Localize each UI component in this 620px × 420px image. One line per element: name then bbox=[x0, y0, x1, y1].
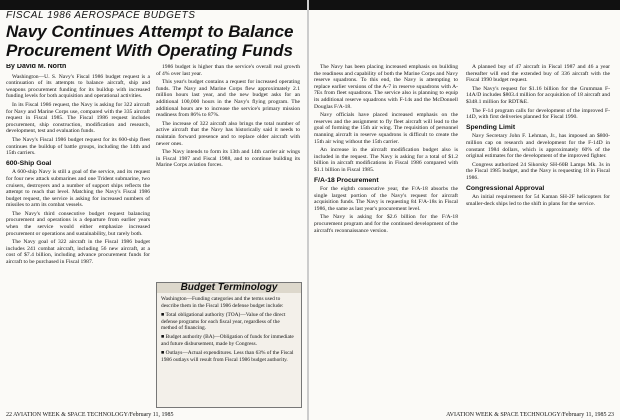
paragraph: 1986 budget is higher than the service's overall real growth of 4% over last year. bbox=[156, 64, 300, 77]
sidebar-paragraph: ■ Budget authority (BA)—Obligation of funds for immediate and future disbursement, made by Congress. bbox=[161, 334, 294, 347]
column-3 bbox=[314, 64, 458, 409]
paragraph: Navy Secretary John F. Lehman, Jr., has imposed an $800-million cap on research and development for the F-14D in constant 1984 dollars, which is approximately 60% of the original estimates for the development of the improved fighter. bbox=[466, 133, 610, 160]
subhead: 600-Ship Goal bbox=[6, 159, 52, 167]
paragraph: The F-14 program calls for development of the improved F-14D, with first deliveries planned for Fiscal 1990. bbox=[466, 107, 610, 121]
paragraph: An initial requirement for 54 Kaman SH-2F helicopters for smaller-deck ships led to the shift in plans for the service. bbox=[466, 194, 610, 207]
sidebar-title: Budget Terminology bbox=[157, 283, 301, 293]
paragraph: The Navy is asking for $2.6 billion for the F/A-18 procurement program and for the continued development of the aircraft's reconnaissance version. bbox=[314, 214, 458, 234]
paragraph: A planned buy of 47 aircraft in Fiscal 1987 and 46 a year thereafter will end the extended buy of 336 aircraft with the Fiscal 1990 budget request. bbox=[466, 64, 610, 84]
footer-left: 22 AVIATION WEEK & SPACE TECHNOLOGY/February 11, 1985 bbox=[6, 412, 174, 418]
byline: By David M. North bbox=[6, 64, 67, 70]
paragraph: In its Fiscal 1986 request, the Navy is asking for 322 aircraft for Navy and Marine Corps use, compared with the 335 aircraft request in Fiscal 1985. The Fiscal 1986 request includes procurement, ship construction, modification and research, development, test and evaluation funds. bbox=[6, 101, 150, 135]
paragraph: Congress authorized 24 Sikorsky SH-60B Lamps Mk. 3s in the Fiscal 1985 budget, and the Navy is requesting 18 in Fiscal 1986. bbox=[466, 161, 610, 181]
paragraph: For the eighth consecutive year, the F/A-18 absorbs the single largest portion of the Navy's request for aircraft acquisition funds. The Navy is requesting 84 F/A-18s in Fiscal 1986, the same as last year's procurement level. bbox=[314, 186, 458, 212]
paragraph: The Navy has been placing increased emphasis on building the readiness and capability of both the Marine Corps and Navy reserve squadrons. To this end, the Navy is attempting to replace earlier versions of the A-7 in reserve squadrons with A-7Es from fleet squadrons. The service also is planning to equip its additional reserve squadrons with F-14s and the McDonnell Douglas F/A-18. bbox=[314, 64, 458, 110]
paragraph: The increase of 322 aircraft also brings the total number of active aircraft that the Navy has historically said it needs to maintain forward presence and to replace older aircraft with newer ones. bbox=[156, 120, 300, 147]
section-label: FISCAL 1986 AEROSPACE BUDGETS bbox=[6, 10, 196, 21]
headline: Navy Continues Attempt to Balance Procurement With Operating Funds bbox=[6, 22, 294, 60]
paragraph: This year's budget contains a request for increased operating funds. The Navy and Marine Corps flew approximately 2.1 million hours last year, and the new budget asks for an additional 100,000 hours in the Navy's flying program. The additional hours are to increase the service's primary mission readiness from 86% to 87%. bbox=[156, 79, 300, 119]
sidebar-paragraph: Washington—Funding categories and the terms used to describe them in the Fiscal 1986 defense budget include: bbox=[161, 296, 284, 309]
paragraph: Washington—U. S. Navy's Fiscal 1986 budget request is a continuation of its attempts to balance aircraft, ship and weapons procurement funding for its buildup with increased funding levels for both acquisition and operational activities. bbox=[6, 73, 150, 100]
column-1 bbox=[6, 64, 150, 409]
paragraph: A 600-ship Navy is still a goal of the service, and its request for four new attack submarines and one Trident submarine, two cruisers, destroyers and a number of support ships reflects the attempt to reach that level. Matching the Navy's Fiscal 1986 budget request, the service is asking for increased numbers of missiles to arm its combat vessels. bbox=[6, 169, 150, 209]
paragraph: The Navy's Fiscal 1986 budget request for its 600-ship fleet continues the buildup of battle groups, including the 14th and 15th carriers. bbox=[6, 136, 150, 157]
paragraph: An increase in the aircraft modification budget also is included in the request. The Navy is asking for a total of $1.2 billion in aircraft modifications in Fiscal 1986 compared with $1.1 billion in Fiscal 1985. bbox=[314, 147, 458, 173]
subhead: Congressional Approval bbox=[466, 184, 545, 192]
column-4 bbox=[466, 64, 610, 409]
paragraph: The Navy goal of 322 aircraft in the Fiscal 1986 budget includes 241 combat aircraft, including 56 new aircraft, at a cost of $7.4 billion, including advance procurement funds for aircraft to be purchased in Fiscal 1987. bbox=[6, 239, 150, 266]
sidebar-paragraph: ■ Total obligational authority (TOA)—Value of the direct defense programs for each fiscal year, regardless of the method of financing. bbox=[161, 312, 286, 332]
sidebar-box bbox=[156, 282, 302, 408]
header-bar bbox=[0, 0, 620, 10]
sidebar-paragraph: ■ Outlays—Actual expenditures. Less than 63% of the Fiscal 1986 outlays will result from Fiscal 1986 budget authority. bbox=[161, 350, 294, 363]
subhead: Spending Limit bbox=[466, 123, 516, 131]
footer-right: AVIATION WEEK & SPACE TECHNOLOGY/February 11, 1985 23 bbox=[446, 412, 614, 418]
paragraph: The Navy's request for $1.16 billion for the Grumman F-14A/D includes $803.4 million for acquisition of 18 aircraft and $348.1 million for RDT&E. bbox=[466, 85, 610, 105]
paragraph: The Navy intends to form its 13th and 14th carrier air wings in Fiscal 1987 and Fiscal 1988, and to continue building its Marine Corps aviation forces. bbox=[156, 149, 300, 169]
page-gutter bbox=[307, 0, 309, 420]
column-2 bbox=[156, 64, 300, 279]
paragraph: The Navy's third consecutive budget request balancing procurement and operations is a departure from earlier years when the service would either emphasize increased procurement or operations and sustainability, but rarely both. bbox=[6, 210, 150, 237]
subhead: F/A-18 Procurement bbox=[314, 176, 379, 184]
paragraph: Navy officials have placed increased emphasis on the reserves and the assignment to fly fleet aircraft will lead to the goal of forming the 15th air wing. The requisition of personnel manning aircraft in reserve squadrons is difficult to create the 15th air wing without the 15th carrier. bbox=[314, 112, 458, 145]
